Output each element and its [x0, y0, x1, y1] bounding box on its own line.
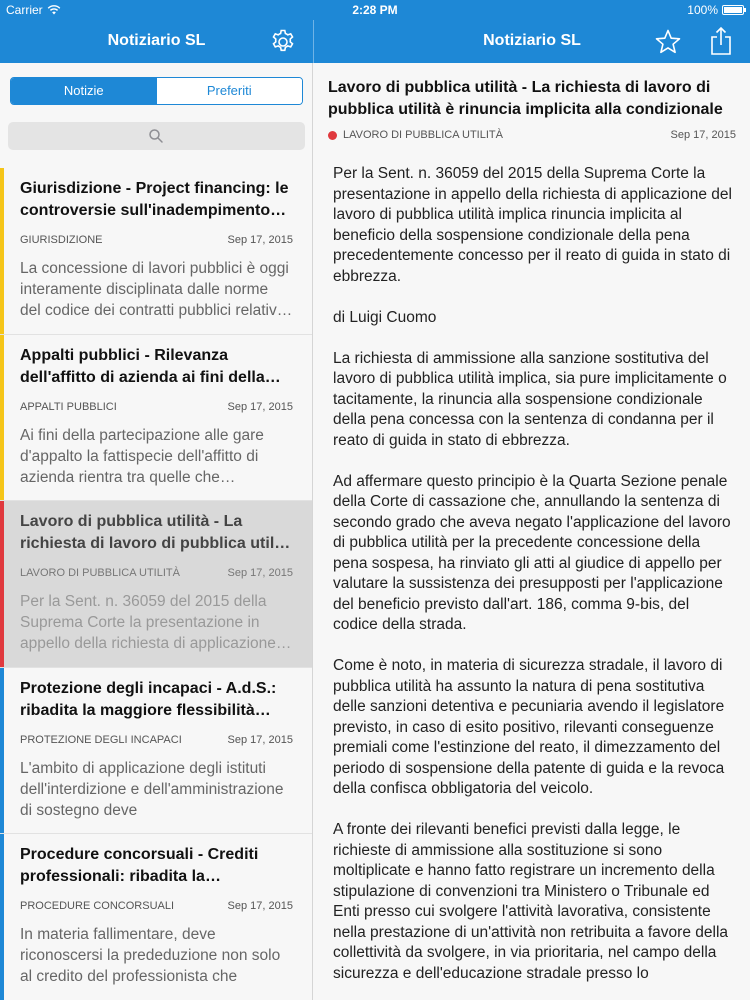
news-excerpt: Ai fini della partecipazione alle gare d'appalto la fattispecie dell'affitto di azienda rientra tra quelle che: [20, 426, 264, 486]
news-item-selected[interactable]: [0, 501, 313, 668]
category-stripe: [0, 335, 4, 501]
news-category: PROTEZIONE DEGLI INCAPACI: [20, 733, 182, 746]
news-excerpt: Per la Sent. n. 36059 del 2015 della Suprema Corte la presentazione in appello della richiesta di applicazione: [20, 593, 276, 652]
category-stripe: [0, 168, 4, 334]
news-meta: [20, 401, 293, 413]
news-title: Protezione degli incapaci - A.d.S.: ribadita la maggiore flessibilità: [20, 679, 277, 719]
article-body: [333, 164, 734, 1000]
news-date: Sep 17, 2015: [227, 733, 293, 746]
article-category: LAVORO DI PUBBLICA UTILITÀ: [343, 129, 503, 141]
news-category: GIURISDIZIONE: [20, 234, 103, 246]
news-date: Sep 17, 2015: [227, 234, 293, 246]
tab-preferiti[interactable]: Preferiti: [157, 78, 303, 104]
category-stripe: [0, 501, 4, 667]
article-category-tag: [328, 129, 503, 141]
article-header: [328, 77, 736, 141]
detail-nav-title: Notiziario SL: [483, 32, 581, 49]
status-battery: [687, 3, 744, 17]
carrier-label: Carrier: [6, 3, 43, 17]
tab-notizie[interactable]: Notizie: [11, 78, 157, 104]
status-time: 2:28 PM: [352, 3, 398, 17]
news-excerpt: In materia fallimentare, deve riconoscersi la prededuzione non solo al credito del professionista che: [20, 926, 281, 985]
news-item[interactable]: [0, 335, 313, 502]
article-date: Sep 17, 2015: [670, 129, 736, 141]
article-paragraph: A fronte dei rilevanti benefici previsti dalla legge, le richieste di ammissione alla sostituzione si sono moltiplicate e hanno fatto registrare un incremento della stipulazione di convenzioni tra Ministero o Tribunale ed Enti presso cui svolgere l'attività lavorativa, consistente nella prestazione di un'attività non retribuita a favore della collettività da svolgere, in via prioritaria, nel campo della sicurezza e dell'educazione stradale presso lo: [333, 821, 729, 982]
news-item[interactable]: [0, 168, 313, 335]
article-author: di Luigi Cuomo: [333, 308, 437, 326]
news-date: Sep 17, 2015: [227, 400, 293, 413]
news-title: Appalti pubblici - Rilevanza dell'affitto di azienda ai fini della: [20, 346, 265, 386]
news-date: Sep 17, 2015: [227, 567, 293, 579]
news-meta: [20, 900, 293, 912]
news-list-pane: [0, 63, 313, 1000]
news-meta: [20, 567, 293, 579]
tab-segmented-control: [10, 77, 303, 105]
news-category: PROCEDURE CONCORSUALI: [20, 900, 175, 912]
article-title: Lavoro di pubblica utilità - La richiesta di lavoro di pubblica utilità è rinuncia implicita alla condizionale: [328, 79, 723, 118]
battery-percent: 100%: [687, 3, 718, 17]
news-item[interactable]: [0, 834, 313, 1000]
news-meta: [20, 734, 293, 746]
star-icon[interactable]: [654, 28, 682, 56]
search-input[interactable]: [8, 122, 305, 150]
article-paragraph: Come è noto, in materia di sicurezza stradale, il lavoro di pubblica utilità ha assunto la natura di pena sostitutiva delle sanzioni detentiva e pecuniaria avendo il legislatore previsto, in caso di esito positivo, rilevanti conseguenze premiali come l'estinzione del reato, il dimezzamento del periodo di sospensione della patente di guida e la revoca della confisca obbligatoria del veicolo.: [333, 657, 725, 797]
article-paragraph: Ad affermare questo principio è la Quarta Sezione penale della Corte di cassazione che, annullando la sentenza di secondo grado che aveva negato l'applicazione del lavoro di pubblica utilità per la precedente concessione della pena sospesa, ha rinviato gli atti al giudice di appello per valutare la sussistenza dei presupposti per l'applicazione del beneficio previsto dall'art. 186, comma 9-bis, del codice della strada.: [333, 472, 731, 633]
news-category: APPALTI PUBBLICI: [20, 400, 117, 413]
battery-icon: [722, 5, 744, 15]
news-excerpt: L'ambito di applicazione degli istituti dell'interdizione e dell'amministrazione di sostegno deve: [20, 759, 284, 819]
category-dot-icon: [328, 131, 337, 140]
news-category: LAVORO DI PUBBLICA UTILITÀ: [20, 567, 180, 579]
search-icon: [148, 128, 164, 144]
article-paragraph: La richiesta di ammissione alla sanzione sostitutiva del lavoro di pubblica utilità implica, sia pure implicitamente o tacitamente, la rinuncia alla sospensione condizionale della pena concessa con la sentenza di condanna per il reato di guida in stato di ebbrezza.: [333, 349, 727, 449]
news-title: Procedure concorsuali - Crediti professionali: ribadita la: [20, 846, 259, 885]
news-title: Giurisdizione - Project financing: le controversie sull'inadempimento: [20, 180, 289, 219]
news-date: Sep 17, 2015: [227, 900, 293, 912]
news-item[interactable]: [0, 668, 313, 835]
status-bar: [0, 0, 750, 20]
share-icon[interactable]: [708, 26, 734, 56]
gear-icon[interactable]: [269, 28, 297, 56]
category-stripe: [0, 834, 4, 1000]
article-paragraph: Per la Sent. n. 36059 del 2015 della Suprema Corte la presentazione in appello della richiesta di applicazione del lavoro di pubblica utilità implica rinuncia implicita al beneficio della sospensione condizionale della pena precedentemente concesso per il reato di guida in stato di ebbrezza.: [333, 165, 732, 285]
category-stripe: [0, 668, 4, 834]
article-detail-pane: [314, 63, 750, 1000]
news-title: Lavoro di pubblica utilità - La richiesta di lavoro di pubblica utilità: [20, 513, 293, 552]
article-meta: [328, 129, 736, 141]
master-nav-bar: [0, 20, 313, 63]
detail-nav-bar: [314, 20, 750, 63]
news-excerpt: La concessione di lavori pubblici è oggi interamente disciplinata dalle norme del codice dei contratti pubblici relativi: [20, 260, 289, 319]
master-nav-title: Notiziario SL: [107, 32, 206, 49]
news-meta: [20, 234, 293, 246]
news-list: [0, 168, 313, 1000]
